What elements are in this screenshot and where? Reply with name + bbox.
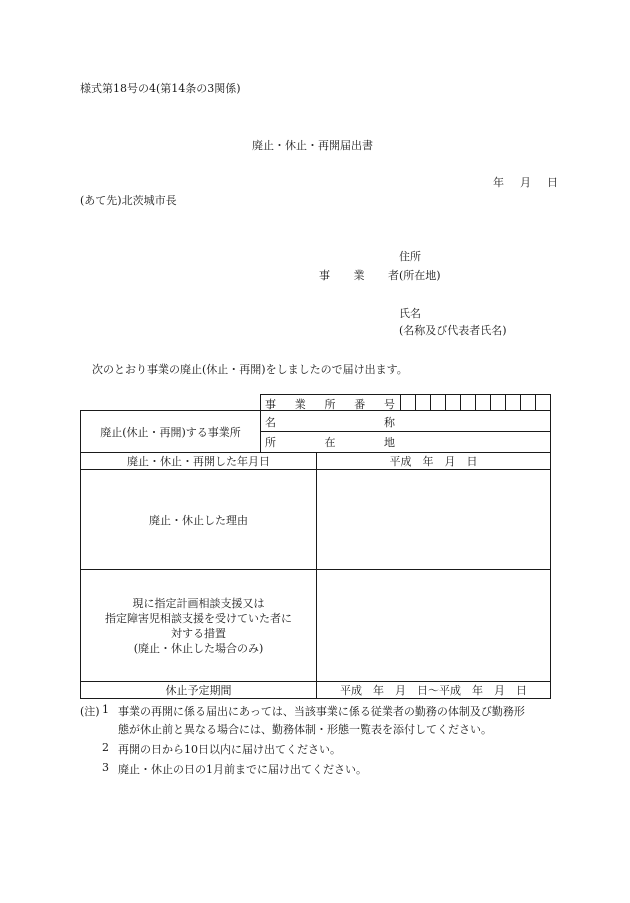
office-number-char: 業	[294, 398, 306, 411]
reason-label: 廃止・休止した理由	[149, 513, 248, 527]
submission-date	[493, 174, 558, 190]
date-label: 廃止・休止・再開した年月日	[127, 455, 270, 468]
office-address-char: 地	[384, 436, 395, 449]
note-line: 事業の再開に係る届出にあっては、当該事業に係る従業者の勤務の体制及び勤務形	[118, 705, 525, 718]
suspension-label: 休止予定期間	[165, 684, 232, 697]
address-label: 住所	[399, 250, 421, 263]
note-line: 廃止・休止の日の1月前までに届け出てください。	[118, 763, 367, 776]
note-number: 1	[102, 703, 109, 716]
notes-prefix: (注)	[80, 705, 100, 718]
office-number-label	[265, 396, 395, 412]
measures-line: (廃止・休止した場合のみ)	[133, 641, 264, 655]
document-title: 廃止・休止・再開届出書	[252, 139, 373, 152]
office-number-char: 号	[384, 398, 395, 411]
date-year-char: 年	[493, 176, 504, 189]
measures-field[interactable]	[317, 570, 550, 681]
office-number-char: 所	[324, 398, 336, 411]
reason-field[interactable]	[317, 470, 550, 569]
addressee: (あて先)北茨城市長	[80, 194, 177, 207]
intro-text: 次のとおり事業の廃止(休止・再開)をしましたので届け出ます。	[92, 363, 408, 376]
office-name-char: 称	[384, 416, 395, 429]
form-number: 様式第18号の4(第14条の3関係)	[80, 82, 241, 95]
name-label: 氏名	[399, 307, 421, 320]
date-value: 平成 年 月 日	[389, 455, 478, 468]
measures-line: 対する措置	[171, 626, 226, 640]
office-address-label	[265, 434, 395, 450]
note-line: 態が休止前と異なる場合には、勤務体制・形態一覧表を添付してください。	[118, 723, 492, 736]
note-number: 3	[102, 761, 109, 774]
suspension-value: 平成 年 月 日～平成 年 月 日	[340, 684, 527, 697]
applicant-role	[319, 267, 399, 283]
office-name-char: 名	[265, 416, 276, 429]
office-label: 廃止(休止・再開)する事業所	[100, 425, 241, 439]
office-address-char: 在	[324, 436, 336, 449]
measures-line: 現に指定計画相談支援又は	[132, 596, 265, 610]
applicant-role-char: 事	[319, 269, 330, 282]
applicant-role-char: 業	[353, 269, 365, 282]
applicant-role-char: 者	[388, 269, 399, 282]
date-month-char: 月	[520, 176, 531, 189]
measures-line: 指定障害児相談支援を受けていた者に	[105, 611, 292, 625]
measures-label	[81, 570, 316, 681]
note-line: 再開の日から10日以内に届け出てください。	[118, 743, 341, 756]
office-number-char: 番	[354, 398, 366, 411]
location-label: (所在地)	[399, 269, 441, 282]
date-day-char: 日	[547, 176, 558, 189]
name-sub-label: (名称及び代表者氏名)	[399, 324, 507, 337]
office-name-label	[265, 414, 395, 430]
office-number-char: 事	[265, 398, 276, 411]
office-address-char: 所	[265, 436, 276, 449]
note-number: 2	[102, 741, 109, 754]
